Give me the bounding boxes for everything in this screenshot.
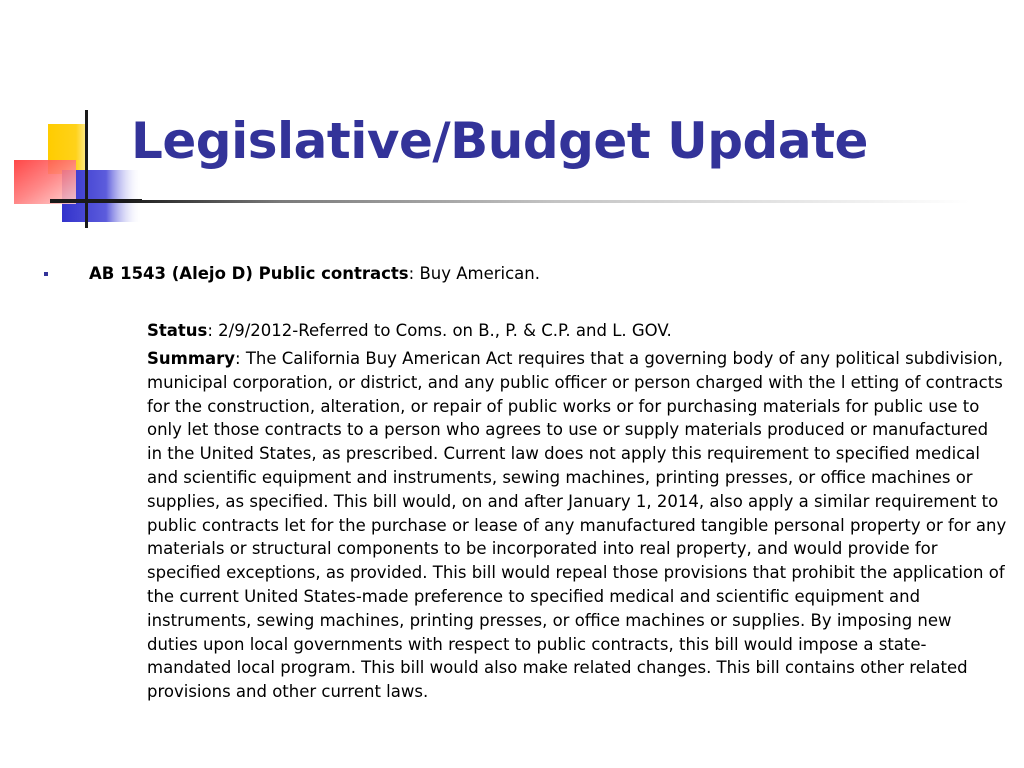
bill-title: AB 1543 (Alejo D) Public contracts	[89, 264, 409, 283]
deco-vertical-line	[85, 110, 88, 228]
summary-label: Summary	[147, 349, 236, 368]
status-text: : 2/9/2012-Referred to Coms. on B., P. & C.P. and L. GOV.	[207, 321, 672, 340]
bill-heading	[89, 262, 540, 286]
summary-text: : The California Buy American Act requires that a governing body of any political subdivision, municipal corporation, or district, and any public officer or person charged with the l etting of contracts for the construction, alteration, or repair of public works or for purchasing materials for public use to only let those contracts to a person who agrees to use or supply materials produced or manufactured in the United States, as prescribed. Current law does not apply this requirement to specified medical and scientific equipment and instruments, sewing machines, printing presses, or office machines or supplies, as specified. This bill would, on and after January 1, 2014, also apply a similar requirement to public contracts let for the purchase or lease of any manufactured tangible personal property or for any materials or structural components to be incorporated into real property, and would provide for specified exceptions, as provided. This bill would repeal those provisions that prohibit the application of the current United States-made preference to specified medical and scientific equipment and instruments, sewing machines, printing presses, or office machines or supplies. By imposing new duties upon local governments with respect to public contracts, this bill would impose a state-mandated local program. This bill would also make related changes. This bill contains other related provisions and other current laws.	[147, 349, 1007, 702]
deco-red-square	[14, 160, 76, 204]
bill-subtitle: : Buy American.	[408, 264, 540, 283]
slide-title: Legislative/Budget Update	[131, 112, 868, 170]
title-underline	[50, 200, 970, 203]
status-line	[147, 319, 1007, 343]
status-label: Status	[147, 321, 208, 340]
summary-paragraph	[147, 347, 1007, 704]
bullet-marker	[44, 272, 48, 276]
